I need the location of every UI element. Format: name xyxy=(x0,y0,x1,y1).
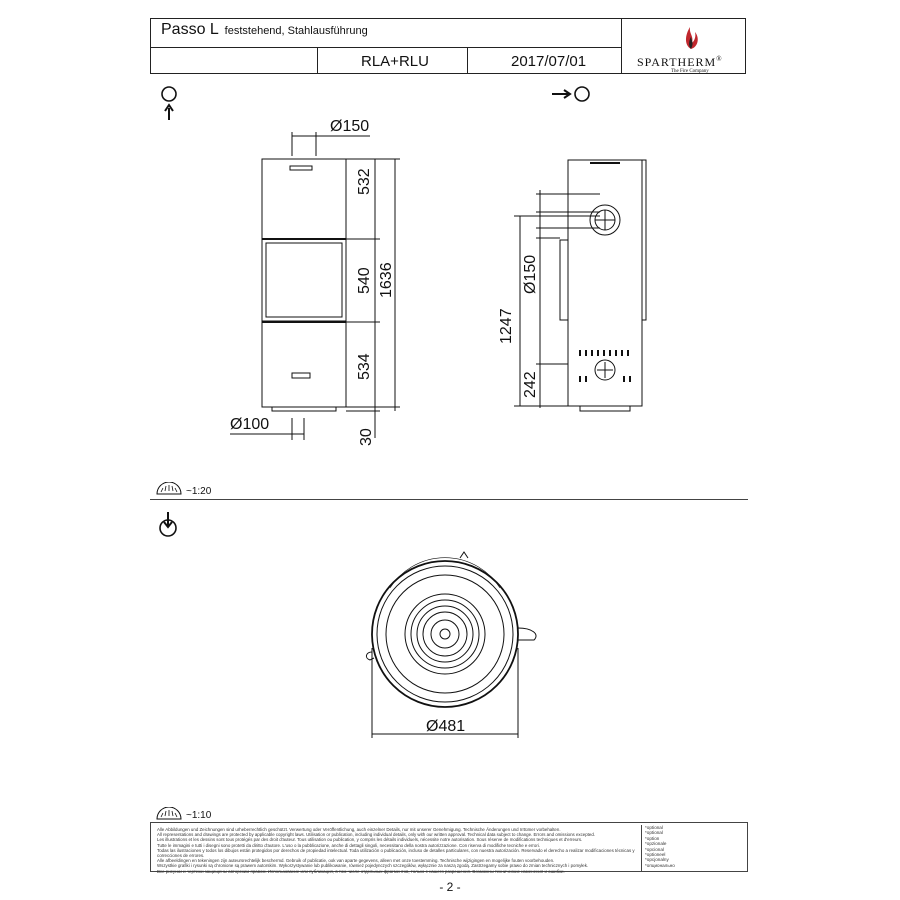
brand-name: SPARTHERM® xyxy=(637,55,723,69)
scale-elevation: ~1:20 xyxy=(186,486,212,497)
dim-flue-bottom: Ø100 xyxy=(230,416,270,433)
top-view-icon xyxy=(156,510,180,540)
title-block xyxy=(150,18,746,74)
scale-icon xyxy=(155,807,183,821)
divider xyxy=(621,19,622,73)
model-title: Passo L feststehend, Stahlausführung xyxy=(161,21,368,38)
optional-label: *optional xyxy=(645,825,663,830)
section-divider xyxy=(150,499,748,500)
disclaimer-line: Все рисунки и чертежи защищены авторским правом. Использование или публикация, в том числе отдельных фрагментов, только с нашего разрешения. Возможны технические изменения и ошибки. xyxy=(157,868,565,874)
front-view-icon xyxy=(158,84,182,122)
product-code: RLA+RLU xyxy=(361,53,429,70)
dim-flue-side: Ø150 xyxy=(522,254,539,294)
disclaimer-line: Todas las ilustraciones y todos los dibujos están protegidos por derechos de propiedad intelectual. Toda utilización o publicación, incluso de detalles particulares, con nuestra autorización. Reservado el derecho a realizar modificaciones técnicas y correcciones de errores. xyxy=(157,847,635,859)
optional-label: *option xyxy=(645,835,660,841)
optional-label: *opzionale xyxy=(645,841,667,847)
dim-middle: 540 xyxy=(356,267,373,294)
model-description: feststehend, Stahlausführung xyxy=(224,25,368,37)
flame-logo-icon xyxy=(676,21,706,51)
optional-label: *optioneel xyxy=(645,852,666,858)
dim-lower: 534 xyxy=(356,353,373,380)
optional-label: *opcional xyxy=(645,846,664,852)
dim-upper: 532 xyxy=(356,168,373,195)
dim-total: 1636 xyxy=(378,262,395,298)
optional-label: *optional xyxy=(645,830,663,836)
disclaimer-line: Les illustrations et les dessins sont tous protégés par des droit d'auteur. Tous utilisation ou publication, y compris les détails individuels, nécessite notre autorisation. Sous réserve de modifications techniques et d'erreurs. xyxy=(157,837,583,843)
disclaimer-line: Tutte le immagini e tutti i disegni sono protetti da diritto d'autore. L'uso o la pubblicazione, anche di dettagli singoli, necessitano della nostra autorizzazione. Con riserva di modifiche tecniche e errori. xyxy=(157,842,540,848)
disclaimer-line: Wszystkie grafiki i rysunki są chronione są prawem autorskim. Wykorzystywanie lub publikowanie, również pojedynczych szczegółów, wyłącznie za naszą zgodą. Zastrzegamy sobie prawo do zmian technicznych i pomyłek. xyxy=(157,863,589,869)
brand-tagline: The Fire Company xyxy=(671,69,709,74)
dim-height-air: 242 xyxy=(522,371,539,398)
optional-label: *opcjonalny xyxy=(645,857,669,863)
dim-flue-top: Ø150 xyxy=(330,118,370,135)
disclaimer-line: Alle afbeeldingen en tekeningen zijn auteursrechtelijk beschermd. Gebruik of publicatie, ook van aparte gegevens, alleen met onze toestemming. Technische wijzigingen en mogelijke fouten voorbehouden. xyxy=(157,858,555,864)
disclaimer-text xyxy=(157,827,637,874)
divider xyxy=(151,47,621,48)
dim-height-flue: 1247 xyxy=(498,308,515,344)
disclaimer-line: Alle Abbildungen und Zeichnungen sind urheberrechtlich geschützt. Verwertung oder Veröffentlichung, auch einzelner Details, nur mit unserer Genehmigung. Technische Änderungen und Irrtümer vorbehalten. xyxy=(157,827,561,832)
disclaimer-line: All representations and drawings are protected by applicable copyright laws. Utilisation or publication, including individual details, only with our written approval. Technical data subject to change. Errors and omissions excepted. xyxy=(157,832,596,838)
scale-icon xyxy=(155,482,183,496)
divider xyxy=(467,47,468,73)
dim-diameter: Ø481 xyxy=(426,718,466,735)
dim-base: 30 xyxy=(358,428,375,446)
optional-label: *опционально xyxy=(645,862,675,868)
scale-plan: ~1:10 xyxy=(186,810,212,821)
divider xyxy=(317,47,318,73)
revision-date: 2017/07/01 xyxy=(511,53,587,70)
page-number: - 2 - xyxy=(439,880,461,894)
optional-labels xyxy=(641,825,745,871)
side-view-icon xyxy=(550,84,594,104)
footer-disclaimer-box xyxy=(150,822,748,872)
